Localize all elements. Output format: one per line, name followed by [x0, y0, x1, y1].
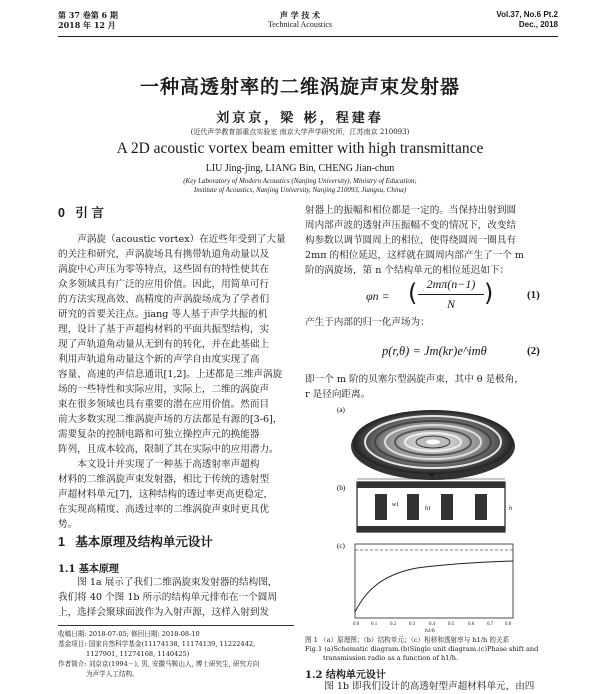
equation-2-label: (2) — [527, 345, 540, 357]
svg-text:0.3: 0.3 — [409, 622, 416, 627]
affiliation-en-1: (Key Laboratory of Modern Acoustics (Nanjing University), Ministry of Education; — [183, 177, 417, 185]
intro-paragraph-2: 本文设计并实现了一种基于高透射率声超构 材料的二维涡旋声束发射器，相比于传统的透射型 声超材料单元[7]，这种结构的透过率更高更稳定， 在实现高精度、高透过率的二维涡旋声束时更具优 势。 — [58, 459, 274, 530]
section-0-heading: 0 引 言 — [58, 206, 104, 220]
svg-text:0.5: 0.5 — [448, 622, 455, 627]
affiliation-zh: (近代声学教育部重点实验室 南京大学声学研究所，江苏南京 210093) — [190, 128, 410, 136]
title-en: A 2D acoustic vortex beam emitter with high transmittance — [116, 140, 484, 157]
svg-text:w1: w1 — [392, 502, 400, 508]
svg-text:0.2: 0.2 — [390, 622, 397, 627]
equation-1-label: (1) — [527, 289, 540, 301]
footnote-rule — [58, 625, 294, 626]
svg-text:h: h — [509, 506, 512, 512]
subsection-1-1-heading: 1.1 基本原理 — [58, 564, 119, 575]
affiliation-en-2: Institute of Acoustics, Nanjing University, Nanjing 210093, Jiangsu, China) — [193, 186, 407, 194]
title-zh: 一种高透射率的二维涡旋声束发射器 — [139, 76, 460, 98]
right-paragraph-1: 射器上的振幅和相位都是一定的。当保持出射到圆 周内部声波的透射声压振幅不变的情况下，改变结 构参数以调节圆周上的相位，使得绕圆周一圈具有 2mπ 的相位延迟，这样就在圆周内部产生了一个 m 阶的涡旋场，第 n 个结构单元的相位延迟如下： — [305, 205, 524, 276]
vortex-emitter-schematic — [351, 410, 515, 480]
figure-label-c: (c) — [337, 542, 345, 550]
svg-text:0.8: 0.8 — [505, 622, 512, 627]
subsection-1-2-first-line: 图 1b 即我们设计的高透射型声超材料单元，由四 — [324, 681, 535, 692]
header-volume-en: Vol.37, No.6 Pt.2 Dec., 2018 — [496, 10, 558, 29]
unit-cell-diagram — [357, 473, 512, 532]
authors-zh: 刘京京，梁 彬，程建春 — [216, 111, 384, 126]
svg-text:0.4: 0.4 — [429, 622, 436, 627]
svg-text:0.7: 0.7 — [487, 622, 494, 627]
svg-text:W: W — [429, 473, 434, 479]
figure-1 — [337, 398, 527, 633]
svg-text:0.6: 0.6 — [468, 622, 475, 627]
subsection-1-2-heading: 1.2 结构单元设计 — [305, 670, 386, 681]
phase-transmission-plot — [353, 544, 513, 633]
equation-2: p(r,θ) = Jm(kr)e^imθ — [382, 344, 487, 358]
header-journal: 声 学 技 术 Technical Acoustics — [267, 10, 333, 29]
svg-text:0.0: 0.0 — [353, 622, 360, 627]
equation-after-text: 即一个 m 阶的贝塞尔型涡旋声束，其中 θ 是极角， r 是径向距离。 — [305, 374, 524, 400]
figure-1-caption: 图 1 （a）原理图；（b）结构单元；（c）相移和透射率与 h1/h 的关系 Fig.1 (a)Schematic diagram.(b)Single unit diagram.(c)Phase shift and transmission radio as a function of h1/h. — [305, 636, 539, 662]
equation-1: φn = ( 2mπ(n−1) N ) — [366, 277, 494, 311]
intro-paragraph-1: 声涡旋（acoustic vortex）在近些年受到了大量 的关注和研究，声涡旋场具有携带轨道角动量以及 涡旋中心声压为零等特点，这些固有的特性使其在 众多领域具有广泛的应用价值。因此，用简单可行 的方法实现高效、高精度的声涡旋场成为了学者们 研究的首要关注点。jiang 等人基于声学共振的机 理，设计了基于声超构材料的平面共振型结构，实 现了声轨道角动量从无到有的转化，并在此基础上 利用声轨道角动量这个新的声学自由度实现了高 容量、高速的声信息通讯[1,2]。上述都是三维声涡旋 场的一些特性和实际应用，实际上，二维的涡旋声 束在很多领域也具有重要的潜在应用价值。然而目 前大多数实现二维涡旋声场的方法都是有源的[3-6]， 需要复杂的控制电路和可独立操控声元的换能器 阵列，且成本较高，限制了其在实际中的应用潜力。 — [58, 234, 286, 455]
figure-label-b: (b) — [337, 484, 346, 492]
svg-text:h1/h: h1/h — [425, 628, 435, 633]
svg-text:0.1: 0.1 — [371, 622, 378, 627]
figure-label-a: (a) — [337, 406, 345, 414]
header-volume: 第 37 卷第 6 期 2018 年 12 月 — [58, 10, 118, 30]
authors-en: LIU Jing-jing, LIANG Bin, CHENG Jian-chun — [205, 163, 395, 174]
section-1-heading: 1 基本原理及结构单元设计 — [58, 535, 213, 549]
svg-text:h1: h1 — [425, 506, 431, 512]
header-rule — [58, 36, 558, 37]
section-1-1-paragraph: 图 1a 展示了我们二维涡旋束发射器的结构图， 我们将 40 个图 1b 所示的结构单元排布在一个圆周 上，选择会聚球面波作为入射声源，这样入射到发 — [58, 577, 278, 618]
footnote: 收稿日期: 2018-07-05; 修回日期: 2018-08-10 基金项目: 国家自然科学基金(11174138, 11174139, 11222442, 1127901, 11274168, 1140425) 作者简介: 刘京京(1994－), 男, 安徽马鞍山人, 博士研究生, 研究方向 为声学人工结构。 — [58, 630, 260, 678]
equation-intro-text: 产生于内部的归一化声场为： — [305, 317, 430, 328]
